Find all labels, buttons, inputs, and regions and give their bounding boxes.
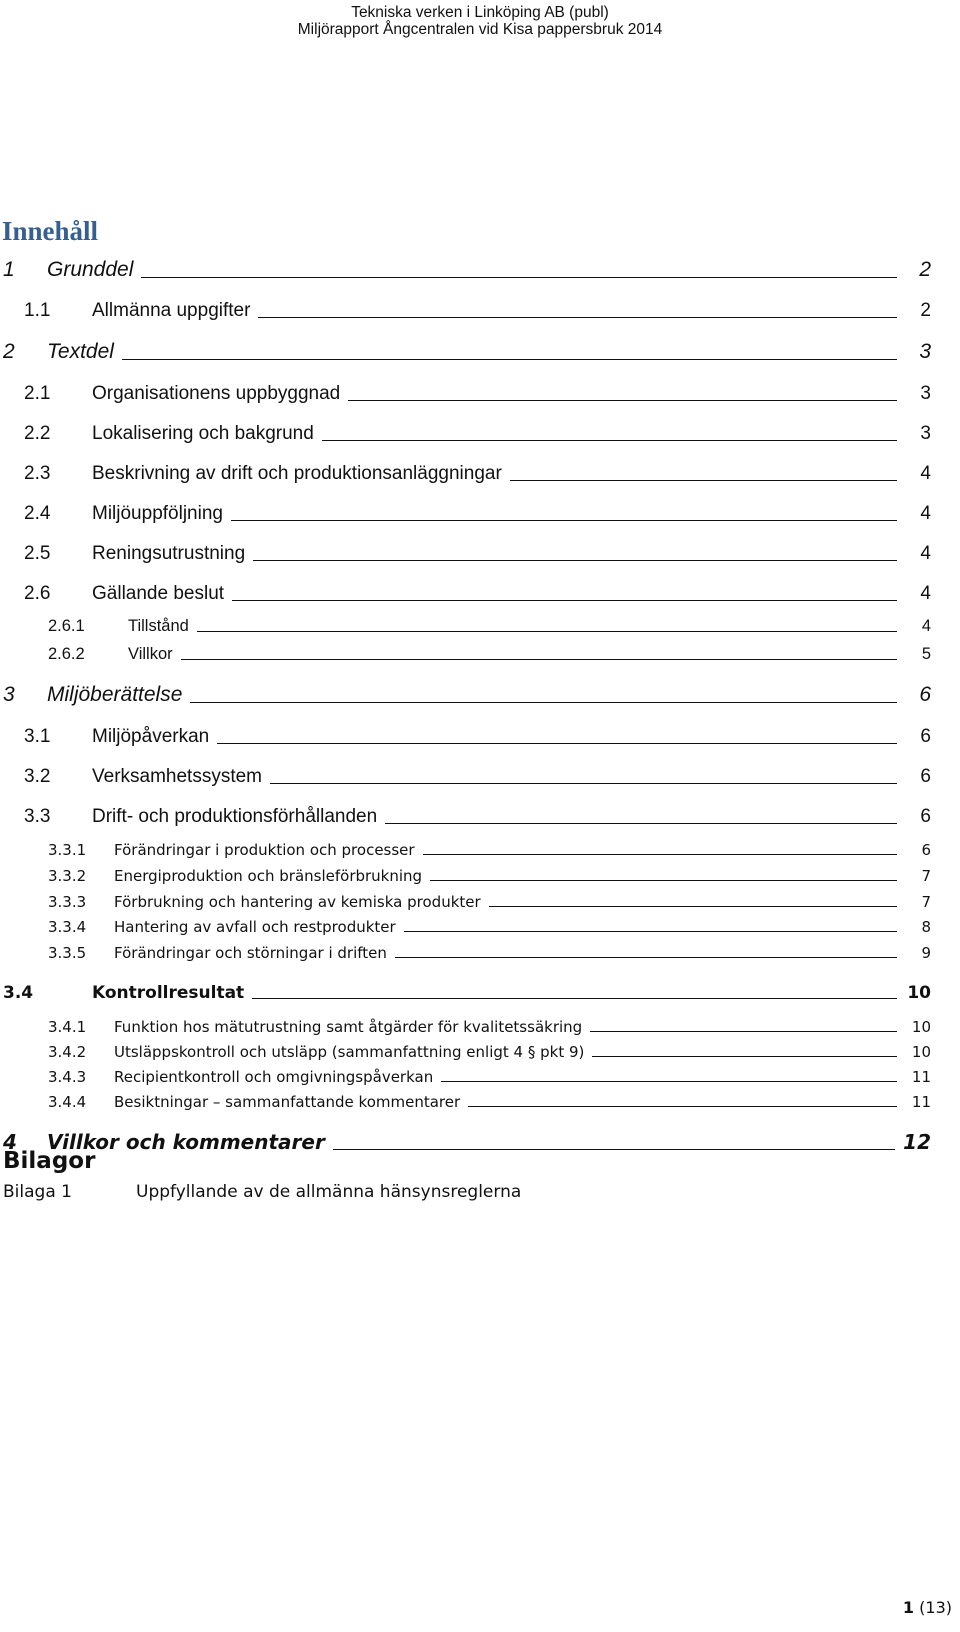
toc-entry-page: 4 [920, 583, 931, 604]
toc-entry-page: 10 [907, 983, 931, 1003]
toc-leader [253, 559, 897, 561]
toc-entry-3-4-4[interactable] [0, 1093, 960, 1111]
header-report-title: Miljörapport Ångcentralen vid Kisa pappersbruk 2014 [297, 21, 663, 38]
toc-entry-page: 4 [920, 503, 931, 524]
toc-entry-label: Förändringar och störningar i driften [114, 944, 387, 962]
toc-entry-2-6[interactable] [0, 583, 960, 605]
toc-entry-number: 4 [3, 1130, 17, 1154]
toc-entry-3-3-4[interactable] [0, 918, 960, 936]
toc-entry-page: 4 [920, 463, 931, 484]
toc-leader [590, 1030, 897, 1032]
appendix-label: Uppfyllande av de allmänna hänsynsreglerna [136, 1182, 522, 1202]
toc-entry-2-5[interactable] [0, 543, 960, 565]
toc-entry-label: Förändringar i produktion och processer [114, 841, 415, 859]
toc-entry-3-1[interactable] [0, 726, 960, 748]
toc-leader [270, 782, 897, 784]
toc-entry-number: 3.4.4 [48, 1093, 87, 1111]
toc-entry-number: 2.6.1 [48, 617, 85, 635]
toc-entry-label: Kontrollresultat [92, 983, 245, 1003]
toc-leader [231, 519, 897, 521]
toc-entry-3-3[interactable] [0, 806, 960, 828]
toc-entry-2-6-1[interactable] [0, 617, 960, 636]
toc-entry-page: 6 [920, 766, 931, 787]
toc-entry-page: 11 [911, 1093, 931, 1111]
toc-entry-number: 3.3 [24, 806, 51, 827]
toc-entry-page: 2 [920, 300, 931, 321]
toc-leader [190, 701, 897, 703]
toc-entry-label: Textdel [47, 340, 114, 363]
page-number [903, 1598, 952, 1617]
toc-entry-number: 3.3.5 [48, 944, 87, 962]
toc-entry-label: Villkor och kommentarer [47, 1130, 325, 1154]
toc-leader [404, 930, 897, 932]
toc-leader [217, 742, 897, 744]
toc-leader [592, 1055, 897, 1057]
toc-entry-page: 11 [911, 1068, 931, 1086]
toc-entry-1-1[interactable] [0, 300, 960, 322]
toc-entry-number: 1 [3, 258, 15, 281]
toc-entry-page: 3 [920, 423, 931, 444]
toc-entry-label: Miljöuppföljning [92, 503, 223, 524]
toc-entry-2-1[interactable] [0, 383, 960, 405]
toc-entry-page: 9 [921, 944, 931, 962]
toc-leader [348, 399, 897, 401]
toc-entry-number: 3.4 [3, 983, 34, 1003]
toc-leader [232, 599, 897, 601]
toc-entry-label: Funktion hos mätutrustning samt åtgärder för kvalitetssäkring [114, 1018, 583, 1036]
toc-entry-page: 6 [919, 683, 931, 706]
toc-leader [141, 276, 897, 278]
toc-entry-2-2[interactable] [0, 423, 960, 445]
toc-entry-number: 2.5 [24, 543, 51, 564]
toc-leader [258, 316, 897, 318]
toc-leader [489, 905, 897, 907]
toc-entry-page: 4 [921, 617, 931, 635]
toc-entry-2[interactable] [0, 340, 960, 364]
toc-entry-3-3-5[interactable] [0, 944, 960, 962]
toc-entry-3-3-3[interactable] [0, 893, 960, 911]
toc-entry-number: 3.4.2 [48, 1043, 87, 1061]
toc-entry-label: Energiproduktion och bränsleförbrukning [114, 867, 423, 885]
toc-entry-label: Besiktningar – sammanfattande kommentarer [114, 1093, 461, 1111]
toc-entry-number: 3.1 [24, 726, 51, 747]
toc-leader [197, 630, 897, 632]
toc-entry-label: Tillstånd [128, 617, 189, 635]
toc-entry-number: 3.3.4 [48, 918, 87, 936]
toc-leader [181, 658, 897, 660]
toc-entry-label: Gällande beslut [92, 583, 225, 604]
toc-entry-label: Verksamhetssystem [92, 766, 262, 787]
toc-entry-page: 8 [921, 918, 931, 936]
toc-leader [252, 997, 897, 999]
toc-entry-number: 3.4.3 [48, 1068, 87, 1086]
toc-entry-3-4-2[interactable] [0, 1043, 960, 1061]
toc-entry-3-3-2[interactable] [0, 867, 960, 885]
toc-leader [322, 439, 897, 441]
toc-entry-label: Villkor [128, 645, 173, 663]
toc-leader [122, 358, 897, 360]
toc-entry-page: 4 [920, 543, 931, 564]
toc-entry-4[interactable] [0, 1130, 960, 1154]
toc-entry-label: Reningsutrustning [92, 543, 246, 564]
toc-entry-number: 3.3.1 [48, 841, 87, 859]
toc-leader [468, 1105, 897, 1107]
toc-entry-number: 3.4.1 [48, 1018, 87, 1036]
toc-entry-page: 6 [921, 841, 931, 859]
toc-entry-number: 2 [3, 340, 15, 363]
toc-entry-page: 5 [921, 645, 931, 663]
toc-leader [385, 822, 897, 824]
toc-entry-label: Lokalisering och bakgrund [92, 423, 314, 444]
toc-entry-3-4-3[interactable] [0, 1068, 960, 1086]
toc-entry-number: 2.6 [24, 583, 51, 604]
toc-entry-number: 3.2 [24, 766, 51, 787]
toc-entry-number: 2.3 [24, 463, 51, 484]
toc-entry-label: Grunddel [47, 258, 134, 281]
toc-entry-page: 10 [911, 1043, 931, 1061]
toc-entry-label: Beskrivning av drift och produktionsanläggningar [92, 463, 502, 484]
toc-leader [441, 1080, 897, 1082]
page-total: (13) [919, 1598, 952, 1617]
toc-entry-page: 6 [920, 806, 931, 827]
toc-entry-number: 3.3.2 [48, 867, 87, 885]
toc-entry-3[interactable] [0, 683, 960, 707]
toc-entry-3-4[interactable] [0, 983, 960, 1003]
header-company: Tekniska verken i Linköping AB (publ) [351, 4, 609, 21]
toc-entry-page: 10 [911, 1018, 931, 1036]
toc-entry-label: Allmänna uppgifter [92, 300, 251, 321]
toc-entry-label: Miljöberättelse [47, 683, 183, 706]
toc-entry-number: 3.3.3 [48, 893, 87, 911]
toc-entry-number: 2.4 [24, 503, 51, 524]
toc-entry-label: Organisationens uppbyggnad [92, 383, 341, 404]
toc-entry-number: 2.1 [24, 383, 51, 404]
toc-entry-2-6-2[interactable] [0, 645, 960, 664]
toc-entry-label: Förbrukning och hantering av kemiska produkter [114, 893, 481, 911]
toc-entry-3-3-1[interactable] [0, 841, 960, 859]
toc-entry-2-3[interactable] [0, 463, 960, 485]
appendices-title: Bilagor [3, 1148, 96, 1174]
toc-leader [395, 956, 897, 958]
page-current: 1 [902, 1598, 915, 1617]
toc-entry-3-4-1[interactable] [0, 1018, 960, 1036]
toc-entry-3-2[interactable] [0, 766, 960, 788]
toc-leader [423, 853, 897, 855]
toc-entry-label: Utsläppskontroll och utsläpp (sammanfattning enligt 4 § pkt 9) [114, 1043, 585, 1061]
toc-entry-number: 1.1 [24, 300, 51, 321]
toc-entry-label: Drift- och produktionsförhållanden [92, 806, 378, 827]
toc-entry-label: Miljöpåverkan [92, 726, 210, 747]
toc-entry-page: 6 [920, 726, 931, 747]
toc-entry-number: 2.2 [24, 423, 51, 444]
toc-entry-number: 2.6.2 [48, 645, 85, 663]
toc-entry-number: 3 [3, 683, 15, 706]
toc-entry-label: Hantering av avfall och restprodukter [114, 918, 396, 936]
appendix-number: Bilaga 1 [3, 1182, 72, 1202]
toc-entry-label: Recipientkontroll och omgivningspåverkan [114, 1068, 434, 1086]
toc-leader [333, 1148, 895, 1150]
toc-entry-page: 12 [903, 1130, 931, 1154]
toc-entry-2-4[interactable] [0, 503, 960, 525]
toc-entry-page: 2 [919, 258, 931, 281]
toc-leader [510, 479, 897, 481]
toc-entry-page: 3 [920, 383, 931, 404]
toc-entry-page: 7 [921, 893, 931, 911]
toc-entry-page: 3 [919, 340, 931, 363]
toc-title: Innehåll [2, 216, 99, 246]
toc-leader [430, 879, 897, 881]
toc-entry-1[interactable] [0, 258, 960, 282]
toc-entry-page: 7 [921, 867, 931, 885]
